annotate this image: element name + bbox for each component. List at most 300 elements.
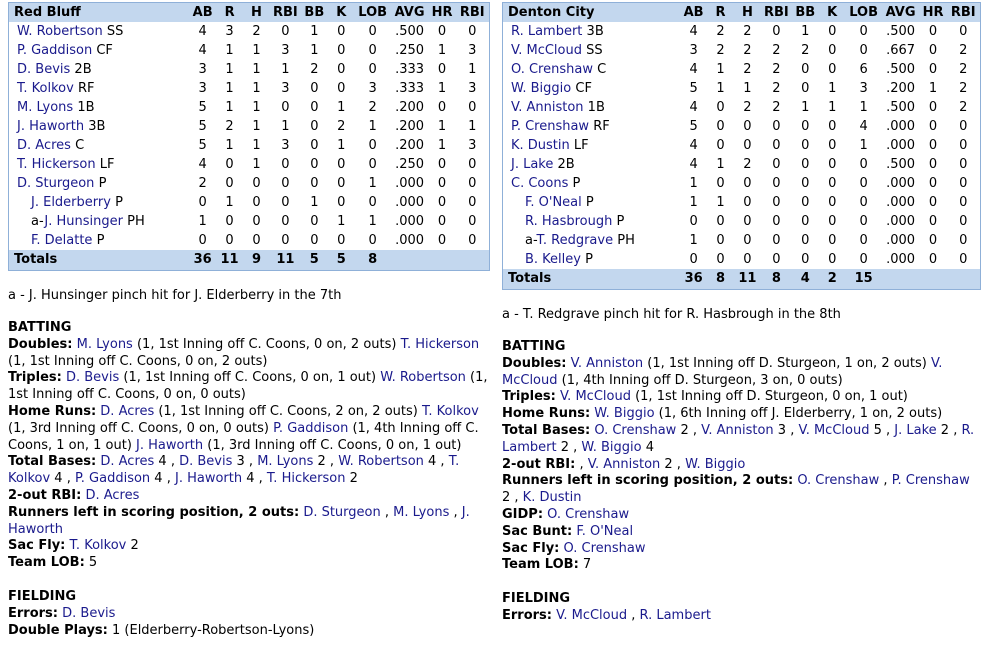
player-link[interactable]: T. Kolkov	[17, 81, 74, 96]
stat-text: 3 ,	[232, 454, 258, 470]
player-link[interactable]: V. Anniston	[511, 100, 584, 115]
player-link[interactable]: O. Crenshaw	[511, 62, 593, 77]
stat-label: 2-out RBI:	[502, 456, 576, 472]
player-position: LF	[573, 138, 589, 153]
column-header-ab: AB	[680, 3, 707, 23]
player-link[interactable]: J. Elderberry	[31, 195, 111, 210]
player-link[interactable]: W. Biggio	[685, 456, 746, 472]
stat-text: (1, 1st Inning off C. Coons, 0 on, 1 out)	[119, 370, 381, 386]
stat-cell: 0	[743, 214, 752, 229]
player-position: C	[75, 138, 85, 153]
player-link[interactable]: W. Robertson	[380, 370, 466, 386]
stat-cell: 0	[959, 214, 968, 229]
player-row	[503, 117, 981, 136]
player-row	[503, 22, 981, 41]
stat-text: ,	[579, 456, 588, 472]
team-name: Denton City	[503, 3, 681, 23]
stat-cell: 0	[337, 81, 346, 96]
column-header-avg: AVG	[391, 3, 429, 23]
player-link[interactable]: R. Lambert	[511, 24, 583, 39]
stat-cell: 1	[368, 119, 377, 134]
totals-label: Totals	[503, 269, 681, 290]
player-link[interactable]: T. Kolkov	[69, 538, 127, 554]
stat-text: 4 ,	[423, 454, 449, 470]
stat-cell: 0	[859, 252, 868, 267]
player-row	[9, 212, 490, 231]
player-cell	[9, 193, 190, 212]
player-link[interactable]: M. Lyons	[76, 336, 133, 352]
player-link[interactable]: C. Coons	[511, 176, 569, 191]
stat-cell: 2	[337, 119, 346, 134]
player-link[interactable]: T. Hickerson	[400, 336, 480, 352]
stat-cell: 0	[716, 214, 725, 229]
stat-cell: 0	[281, 176, 290, 191]
stat-cell: 0	[959, 119, 968, 134]
player-link[interactable]: F. Delatte	[31, 233, 93, 248]
player-link[interactable]: W. Biggio	[581, 439, 642, 455]
stat-cell: 1	[252, 100, 261, 115]
stat-label: Home Runs:	[8, 403, 97, 419]
stat-label: Runners left in scoring position, 2 outs:	[502, 473, 794, 489]
stat-cell: 0	[801, 233, 810, 248]
stat-text: (1, 1st Inning off C. Coons, 0 on, 2 outs)	[8, 353, 268, 369]
player-link[interactable]: O. Crenshaw	[797, 473, 880, 489]
stat-cell: 0	[959, 176, 968, 191]
player-row	[9, 98, 490, 117]
totals-cell: 11	[270, 250, 301, 271]
player-link[interactable]: B. Kelley	[525, 252, 581, 267]
stat-cell: 4	[198, 24, 207, 39]
fielding-section-header: FIELDING	[8, 588, 77, 604]
player-position: RF	[77, 81, 95, 96]
stat-cell: 0	[828, 176, 837, 191]
stat-cell: 2	[959, 62, 968, 77]
stat-cell: .500	[886, 24, 916, 39]
stat-cell: 0	[859, 214, 868, 229]
stat-cell: 0	[310, 157, 319, 172]
stat-cell: 0	[198, 233, 207, 248]
stat-cell: 0	[743, 138, 752, 153]
stat-cell: 5	[198, 138, 207, 153]
stat-cell: 0	[959, 195, 968, 210]
player-link[interactable]: F. O'Neal	[525, 195, 582, 210]
totals-cell: 2	[819, 269, 846, 290]
stat-cell: 0	[437, 176, 447, 191]
column-header-r: R	[216, 3, 243, 23]
stat-cell: 0	[772, 252, 781, 267]
player-link[interactable]: V. McCloud	[798, 422, 870, 438]
player-link[interactable]: M. Lyons	[393, 504, 450, 520]
stat-text: 5	[88, 555, 98, 571]
stat-cell: .500	[886, 157, 916, 172]
stat-cell: 0	[828, 62, 837, 77]
stat-cell: .333	[395, 62, 425, 77]
stat-text: 3 ,	[773, 422, 799, 438]
player-link[interactable]: D. Sturgeon	[17, 176, 95, 191]
player-link[interactable]: W. Biggio	[511, 81, 572, 96]
stat-label: GIDP:	[502, 506, 544, 522]
totals-cell: 8	[707, 269, 734, 290]
stat-line-home-runs	[502, 406, 981, 423]
player-link[interactable]: D. Sturgeon	[303, 504, 381, 520]
stat-cell: 0	[801, 176, 810, 191]
player-position: SS	[586, 43, 603, 58]
player-position: P	[616, 214, 625, 229]
stat-cell: 2	[743, 62, 752, 77]
totals-cell	[920, 269, 947, 290]
stat-cell: 1	[252, 119, 261, 134]
player-link[interactable]: J. Lake	[894, 422, 937, 438]
stat-cell: 0	[772, 119, 781, 134]
player-link[interactable]: D. Acres	[17, 138, 71, 153]
totals-cell: 15	[846, 269, 882, 290]
stat-cell: 1	[689, 233, 698, 248]
header-row	[9, 3, 490, 23]
stat-line-sac-fly	[8, 538, 490, 555]
totals-row	[9, 250, 490, 271]
player-row	[9, 231, 490, 250]
stat-label: Errors:	[502, 607, 552, 623]
player-link[interactable]: P. Gaddison	[273, 420, 349, 436]
totals-row	[503, 269, 981, 290]
stat-text: 7	[582, 557, 592, 573]
player-position: SS	[106, 24, 124, 39]
stat-cell: 0	[743, 119, 752, 134]
stat-cell: 0	[828, 233, 837, 248]
stat-cell: 0	[437, 233, 447, 248]
player-position: RF	[593, 119, 610, 134]
stat-cell: 0	[468, 176, 477, 191]
stat-cell: .200	[395, 138, 425, 153]
stat-cell: 0	[310, 81, 319, 96]
stat-cell: 0	[743, 195, 752, 210]
stat-cell: 0	[772, 233, 781, 248]
stat-cell: 0	[801, 81, 810, 96]
totals-cell	[882, 269, 920, 290]
stat-cell: 1	[310, 195, 319, 210]
player-link[interactable]: T. Kolkov	[421, 403, 479, 419]
player-link[interactable]: O. Crenshaw	[547, 506, 630, 522]
stat-cell: 0	[437, 214, 447, 229]
player-link[interactable]: F. O'Neal	[576, 523, 634, 539]
stat-cell: 0	[716, 176, 725, 191]
player-cell	[503, 212, 681, 231]
stat-label: Total Bases:	[502, 422, 591, 438]
stat-cell: 0	[716, 233, 725, 248]
stat-cell: 1	[689, 195, 698, 210]
player-link[interactable]: D. Bevis	[62, 605, 116, 621]
player-link[interactable]: V. McCloud	[511, 43, 582, 58]
player-link[interactable]: K. Dustin	[511, 138, 570, 153]
stat-cell: 0	[310, 176, 319, 191]
stat-cell: 2	[716, 43, 725, 58]
player-link[interactable]: P. Crenshaw	[891, 473, 970, 489]
column-header-ab: AB	[189, 3, 216, 23]
player-link[interactable]: V. Anniston	[587, 456, 661, 472]
stat-text: ,	[627, 607, 640, 623]
player-link[interactable]: V. McCloud	[502, 355, 943, 388]
stat-cell: 5	[198, 119, 207, 134]
player-link[interactable]: V. Anniston	[570, 355, 644, 371]
stat-cell: 1	[828, 100, 837, 115]
player-link[interactable]: V. Anniston	[701, 422, 774, 438]
home-team-column	[502, 2, 981, 625]
stat-cell: 0	[959, 157, 968, 172]
player-link[interactable]: R. Lambert	[502, 422, 975, 455]
stat-cell: 1	[198, 214, 207, 229]
stat-cell: 0	[772, 157, 781, 172]
stat-cell: 0	[959, 138, 968, 153]
player-position: 3B	[586, 24, 604, 39]
stat-label: Triples:	[502, 389, 556, 405]
totals-cell: 4	[792, 269, 819, 290]
stat-cell: 0	[337, 176, 346, 191]
stat-text: 2 ,	[313, 454, 339, 470]
column-header-k: K	[819, 3, 846, 23]
stat-cell: 2	[772, 81, 781, 96]
player-cell	[503, 79, 681, 98]
player-link[interactable]: W. Biggio	[594, 406, 655, 422]
player-link[interactable]: D. Bevis	[17, 62, 71, 77]
stat-cell: 0	[801, 157, 810, 172]
stat-cell: 0	[225, 157, 234, 172]
stat-cell: 0	[928, 138, 938, 153]
player-position: P	[585, 195, 594, 210]
column-header-rbi: RBI	[946, 3, 980, 23]
player-link[interactable]: D. Bevis	[65, 370, 120, 386]
player-position: CF	[575, 81, 592, 96]
player-link[interactable]: K. Dustin	[522, 490, 582, 506]
player-link[interactable]: M. Lyons	[257, 454, 314, 470]
stat-cell: 2	[772, 100, 781, 115]
stat-cell: 0	[959, 24, 968, 39]
column-header-k: K	[328, 3, 355, 23]
stat-cell: 0	[281, 157, 290, 172]
player-link[interactable]: J. Haworth	[174, 471, 243, 487]
player-link[interactable]: D. Acres	[100, 403, 155, 419]
player-cell	[503, 231, 681, 250]
stat-line-double-plays	[8, 623, 490, 640]
stat-text: (1, 1st Inning off C. Coons, 2 on, 2 outs)	[154, 403, 422, 419]
totals-cell: 11	[734, 269, 761, 290]
stat-cell: 0	[859, 233, 868, 248]
stat-text: 4 ,	[50, 471, 75, 487]
player-link[interactable]: P. Gaddison	[74, 471, 151, 487]
stat-cell: 1	[716, 62, 725, 77]
batting-section	[502, 339, 981, 574]
stat-cell: 0	[716, 252, 725, 267]
stat-cell: 0	[281, 24, 290, 39]
player-link[interactable]: R. Lambert	[639, 607, 711, 623]
player-link[interactable]: D. Acres	[100, 454, 155, 470]
player-link[interactable]: P. Gaddison	[17, 43, 93, 58]
stat-cell: 0	[859, 157, 868, 172]
stat-cell: 0	[468, 157, 477, 172]
stat-line-errors	[8, 606, 490, 623]
box-score-table	[8, 2, 490, 271]
player-position: PH	[617, 233, 635, 248]
stat-cell: 0	[437, 195, 447, 210]
player-link[interactable]: O. Crenshaw	[594, 422, 677, 438]
stat-cell: 0	[928, 43, 938, 58]
player-link[interactable]: J. Haworth	[17, 119, 85, 134]
column-header-hr: HR	[920, 3, 947, 23]
stat-cell: .500	[886, 62, 916, 77]
stat-text: ,	[879, 473, 892, 489]
player-position: 1B	[587, 100, 605, 115]
stat-text: 4 ,	[150, 471, 175, 487]
player-link[interactable]: T. Redgrave	[536, 233, 614, 248]
stat-cell: 0	[689, 252, 698, 267]
player-link[interactable]: W. Robertson	[17, 24, 103, 39]
stat-text: 2	[345, 471, 358, 487]
stat-cell: 2	[743, 43, 752, 58]
stat-cell: .000	[395, 214, 425, 229]
stat-cell: 1	[437, 43, 447, 58]
column-header-h: H	[734, 3, 761, 23]
stat-cell: 0	[859, 43, 868, 58]
player-link[interactable]: J. Hunsinger	[44, 214, 123, 229]
stat-cell: 0	[928, 157, 938, 172]
stat-cell: .000	[886, 214, 916, 229]
stat-cell: 0	[337, 62, 346, 77]
stat-cell: 0	[281, 214, 290, 229]
player-cell	[9, 231, 190, 250]
player-cell	[503, 250, 681, 269]
stat-text: 2 ,	[936, 422, 962, 438]
stat-cell: 0	[198, 195, 207, 210]
player-link[interactable]: M. Lyons	[17, 100, 74, 115]
stat-cell: 3	[468, 138, 477, 153]
stat-cell: 0	[928, 195, 938, 210]
stat-cell: 0	[368, 138, 377, 153]
stat-cell: .200	[886, 81, 916, 96]
stat-cell: 0	[928, 62, 938, 77]
stat-label: Errors:	[8, 605, 58, 621]
stat-cell: 2	[772, 62, 781, 77]
stat-cell: 2	[198, 176, 207, 191]
stat-cell: 2	[368, 100, 377, 115]
player-link[interactable]: W. Robertson	[338, 454, 424, 470]
stat-cell: .000	[395, 233, 425, 248]
player-link[interactable]: R. Hasbrough	[525, 214, 613, 229]
stat-label: Doubles:	[502, 355, 567, 371]
stat-cell: 2	[252, 24, 261, 39]
player-link[interactable]: T. Kolkov	[8, 454, 460, 487]
stat-cell: 1	[437, 138, 447, 153]
player-position: P	[585, 252, 593, 267]
stat-cell: 0	[828, 157, 837, 172]
player-link[interactable]: D. Acres	[85, 487, 140, 503]
stat-text: (1, 1st Inning off D. Sturgeon, 1 on, 2 outs)	[643, 355, 931, 371]
stat-cell: 0	[368, 24, 377, 39]
player-cell	[9, 22, 190, 41]
stat-cell: 0	[801, 62, 810, 77]
player-row	[503, 155, 981, 174]
stat-cell: 1	[801, 100, 810, 115]
fielding-section	[502, 591, 981, 625]
player-link[interactable]: P. Crenshaw	[511, 119, 590, 134]
stat-cell: 1	[252, 62, 261, 77]
stat-cell: 0	[368, 43, 377, 58]
stat-text: 2 ,	[676, 422, 702, 438]
player-link[interactable]: J. Haworth	[136, 437, 204, 453]
stat-cell: 1	[281, 62, 290, 77]
totals-cell: 36	[189, 250, 216, 271]
stat-line-team-lob	[502, 557, 981, 574]
player-cell	[503, 117, 681, 136]
player-row	[503, 41, 981, 60]
stat-cell: 0	[859, 24, 868, 39]
stat-cell: 2	[743, 157, 752, 172]
stat-text: (1, 1st Inning off C. Coons, 0 on, 0 outs)	[8, 370, 488, 403]
player-row	[503, 79, 981, 98]
player-position: 2B	[74, 62, 92, 77]
stat-cell: 2	[959, 100, 968, 115]
stat-cell: 0	[368, 233, 377, 248]
stat-cell: 4	[689, 62, 698, 77]
stat-cell: .200	[395, 100, 425, 115]
stat-label: Double Plays:	[8, 622, 108, 638]
player-link[interactable]: T. Hickerson	[266, 471, 346, 487]
stat-cell: 0	[337, 157, 346, 172]
player-link[interactable]: T. Hickerson	[17, 157, 96, 172]
stat-text: ,	[380, 504, 394, 520]
column-header-lob: LOB	[846, 3, 882, 23]
player-position: 3B	[88, 119, 106, 134]
stat-cell: 0	[368, 157, 377, 172]
stat-text: (1, 1st Inning off D. Sturgeon, 0 on, 1 out)	[630, 389, 908, 405]
stat-cell: 1	[252, 138, 261, 153]
stat-cell: 1	[225, 62, 234, 77]
player-position: 1B	[77, 100, 95, 115]
stat-label: Team LOB:	[8, 555, 85, 571]
player-link[interactable]: J. Haworth	[8, 504, 470, 537]
stat-cell: 0	[928, 176, 938, 191]
stat-cell: 1	[859, 100, 868, 115]
pinch-hit-note: a - T. Redgrave pinch hit for R. Hasbrough in the 8th	[502, 307, 841, 322]
player-link[interactable]: V. McCloud	[559, 389, 631, 405]
stat-cell: 0	[828, 214, 837, 229]
stat-cell: 3	[859, 81, 868, 96]
stat-cell: 0	[368, 195, 377, 210]
stat-cell: 0	[772, 176, 781, 191]
player-position: CF	[96, 43, 113, 58]
stat-cell: 0	[468, 233, 477, 248]
stat-cell: .500	[395, 24, 425, 39]
stat-cell: 3	[281, 81, 290, 96]
stat-cell: 0	[310, 119, 319, 134]
stat-cell: 0	[928, 252, 938, 267]
stat-cell: 0	[252, 195, 261, 210]
player-row	[9, 41, 490, 60]
player-cell	[9, 117, 190, 136]
stat-cell: 0	[801, 195, 810, 210]
stat-cell: 0	[281, 233, 290, 248]
stat-cell: .250	[395, 43, 425, 58]
player-row	[9, 60, 490, 79]
stat-cell: 0	[801, 214, 810, 229]
stat-cell: 1	[252, 81, 261, 96]
fielding-section-header: FIELDING	[502, 591, 571, 607]
stat-cell: 0	[828, 252, 837, 267]
stat-cell: .250	[395, 157, 425, 172]
stat-line-total-bases	[502, 423, 981, 457]
player-link[interactable]: O. Crenshaw	[563, 540, 646, 556]
player-link[interactable]: J. Lake	[511, 157, 554, 172]
player-link[interactable]: V. McCloud	[556, 607, 628, 623]
player-link[interactable]: D. Bevis	[179, 454, 233, 470]
